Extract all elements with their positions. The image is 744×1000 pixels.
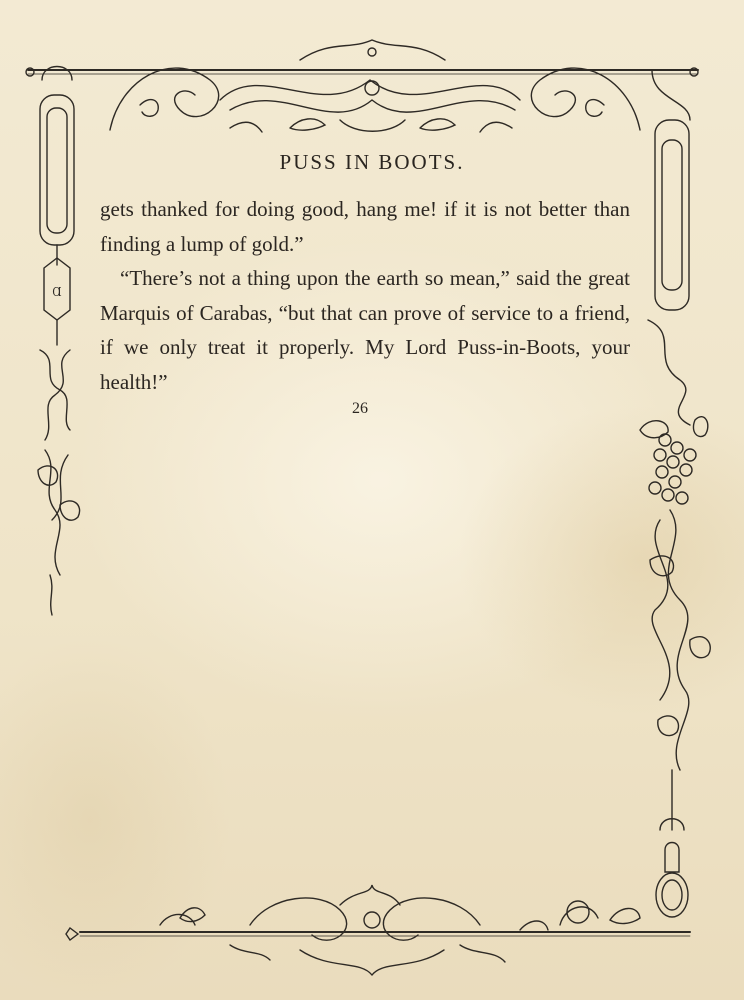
story-text (100, 192, 630, 399)
paragraph-2: “There’s not a thing upon the earth so mean,” said the great Marquis of Carabas, “but that can prove of service to a friend, if we only treat it properly. My Lord Puss-in-Boots, your health!” (100, 266, 630, 394)
vine-leaf-icon (38, 466, 58, 485)
top-rod (26, 68, 698, 76)
paragraph-1: gets thanked for doing good, hang me! if it is not better than finding a lump of gold.” (100, 197, 630, 256)
svg-text:Ɑ: Ɑ (52, 285, 62, 299)
grape-cluster-icon (649, 434, 696, 504)
right-column (640, 70, 710, 917)
bottom-scroll-ornament-icon (160, 885, 640, 975)
running-title: PUSS IN BOOTS. (279, 150, 465, 174)
page-number: 26 (352, 400, 368, 417)
left-column (38, 67, 80, 616)
bottom-rod (66, 928, 690, 940)
top-scroll-ornament-icon (110, 40, 640, 132)
